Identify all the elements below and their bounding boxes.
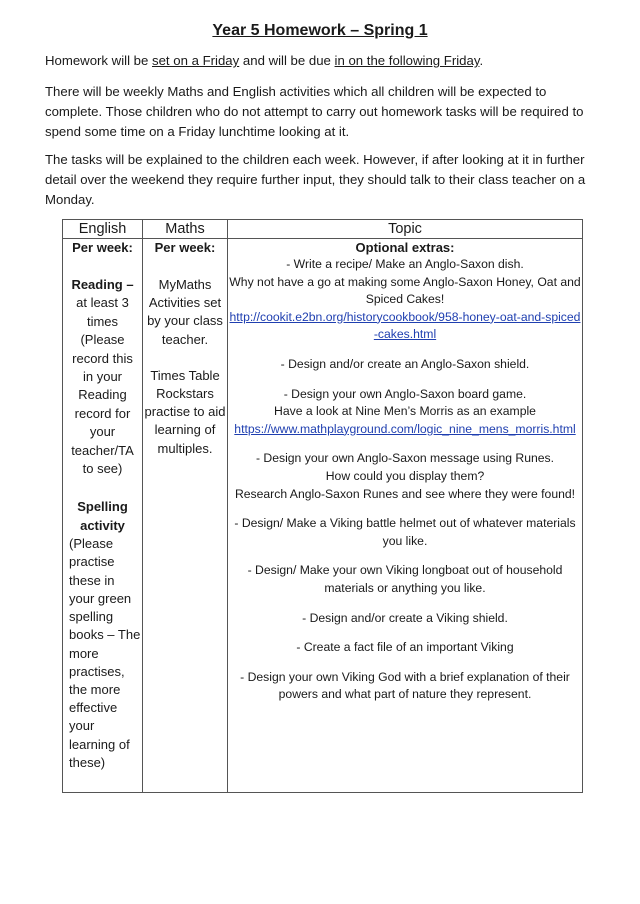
topic-item: - Create a fact file of an important Viking bbox=[296, 640, 514, 655]
mymaths-text: MyMaths Activities set by your class teacher. bbox=[147, 277, 223, 347]
intro-paragraph-1 bbox=[45, 51, 605, 71]
spelling-text: (Please practise these in your green spelling books – The more practises, the more effective your learning of these) bbox=[69, 536, 141, 770]
page-title: Year 5 Homework – Spring 1 bbox=[212, 22, 428, 39]
intro-paragraph-3: The tasks will be explained to the children each week. However, if after looking at it in further detail over the weekend they require further input, they should talk to their class teacher on a Monday. bbox=[45, 152, 586, 207]
topic-item: - Design and/or create a Viking shield. bbox=[302, 610, 508, 625]
topic-item: Research Anglo-Saxon Runes and see where they were found! bbox=[234, 486, 576, 501]
maths-per-week: Per week: bbox=[154, 240, 216, 255]
english-per-week: Per week: bbox=[72, 240, 133, 255]
homework-table bbox=[62, 219, 583, 793]
topic-item: - Design and/or create an Anglo-Saxon shield. bbox=[280, 356, 530, 371]
topic-item: Why not have a go at making some Anglo-Saxon Honey, Oat and Spiced Cakes! bbox=[229, 274, 581, 307]
topic-heading: Optional extras: bbox=[355, 240, 455, 255]
ttrs-text: Times Table Rockstars practise to aid learning of multiples. bbox=[144, 367, 226, 456]
table-header-row bbox=[63, 220, 583, 239]
topic-cell bbox=[228, 239, 583, 793]
mathplayground-link[interactable]: https://www.mathplayground.com/logic_nine_mens_morris.html bbox=[234, 421, 576, 436]
reading-label: Reading – bbox=[71, 277, 134, 292]
set-day-text: set on a Friday bbox=[152, 53, 240, 68]
topic-item: - Design/ Make your own Viking longboat out of household materials or anything you like. bbox=[247, 563, 563, 595]
topic-item: - Design your own Anglo-Saxon board game. bbox=[283, 386, 527, 401]
maths-header: Maths bbox=[143, 220, 228, 239]
spelling-label: Spelling activity bbox=[77, 499, 128, 533]
intro-text: and will be due bbox=[239, 53, 335, 68]
topic-header: Topic bbox=[228, 220, 583, 239]
topic-item: Have a look at Nine Men’s Morris as an example bbox=[274, 404, 536, 419]
cookit-link[interactable]: http://cookit.e2bn.org/historycookbook/958-honey-oat-and-spiced-cakes.html bbox=[229, 309, 581, 342]
topic-item: - Design your own Anglo-Saxon message using Runes. bbox=[255, 451, 555, 466]
topic-item: - Design your own Viking God with a brief explanation of their powers and what part of nature they represent. bbox=[240, 669, 570, 702]
topic-item: How could you display them? bbox=[325, 468, 485, 483]
table-body-row bbox=[63, 239, 583, 793]
due-day-text: in on the following Friday bbox=[334, 53, 480, 68]
intro-paragraph-2: There will be weekly Maths and English activities which all children will be expected to complete. Those children who do not attempt to carry out homework tasks will be required to spend some time on a Friday lunchtime looking at it. bbox=[45, 84, 584, 139]
intro-text: . bbox=[479, 53, 484, 68]
intro-text: Homework will be bbox=[45, 53, 152, 68]
reading-text: at least 3 times (Please record this in your Reading record for your teacher/TA to see) bbox=[71, 295, 134, 477]
maths-cell bbox=[143, 239, 228, 793]
english-cell bbox=[63, 239, 143, 793]
english-header: English bbox=[63, 220, 143, 239]
topic-item: - Write a recipe/ Make an Anglo-Saxon dish. bbox=[286, 257, 524, 271]
topic-item: - Design/ Make a Viking battle helmet out of whatever materials you like. bbox=[234, 516, 576, 548]
